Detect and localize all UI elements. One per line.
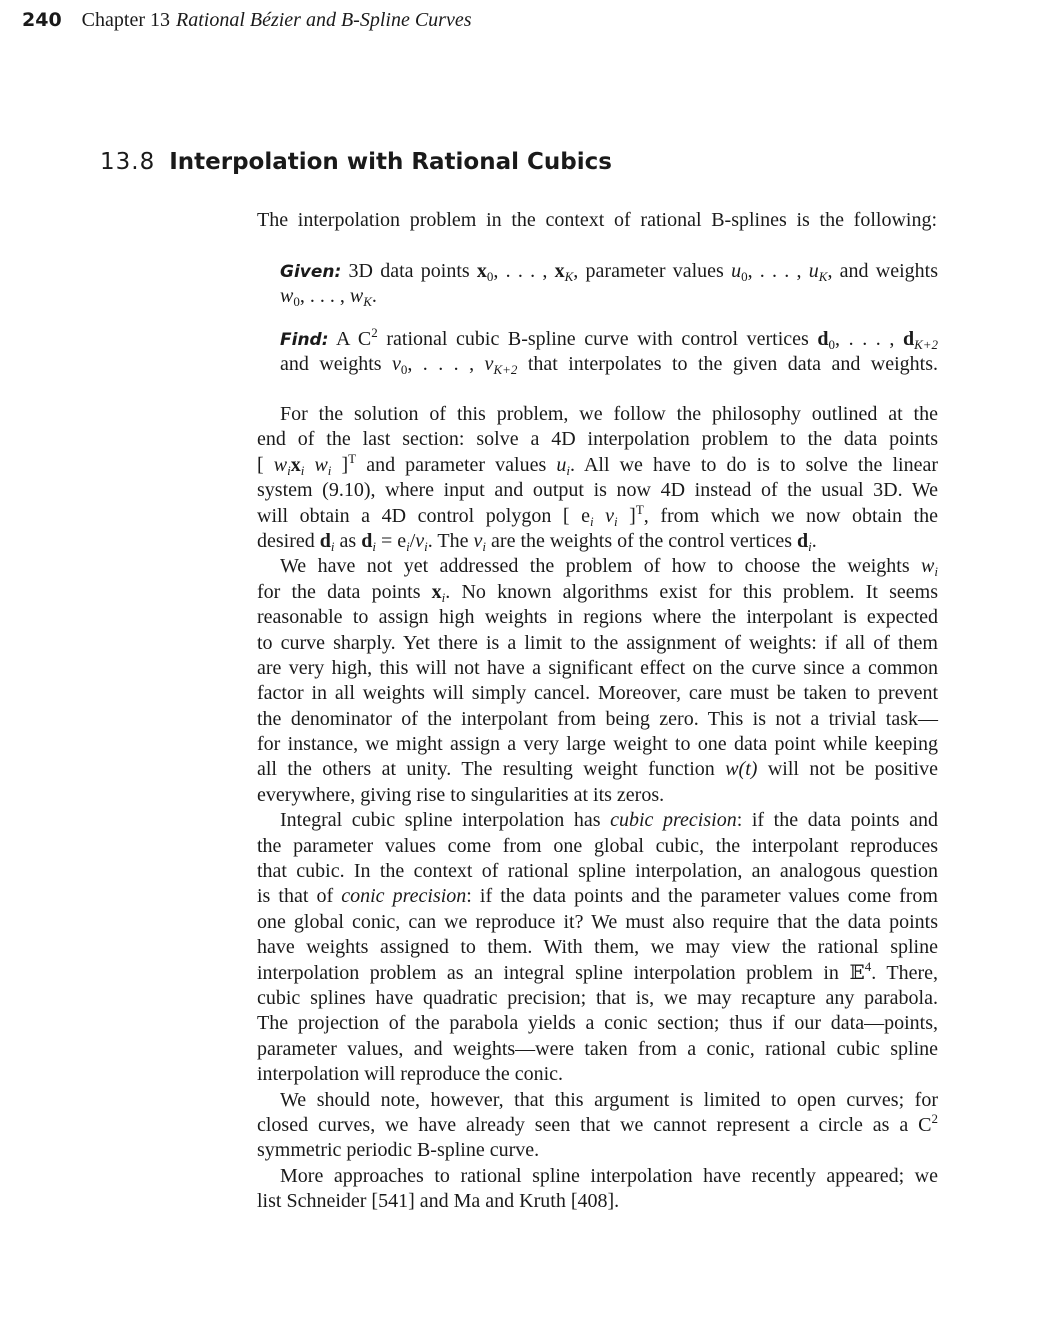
text-run: that cubic. In the context of rational spline interpolation, an analogous question <box>257 860 938 883</box>
math-symbol: v <box>415 529 425 552</box>
text-run: parameter values, and weights—were taken from a conic, rational cubic spline <box>257 1037 938 1060</box>
text-line <box>257 1164 938 1189</box>
text-run: to curve sharply. Yet there is a limit to the assignment of weights: if all of them <box>257 631 938 654</box>
math-symbol: i <box>589 513 594 529</box>
text-line <box>280 259 938 284</box>
page-number: 240 <box>22 9 62 31</box>
text-run: , parameter values <box>573 260 732 282</box>
text-run: symmetric periodic B-spline curve. <box>257 1139 540 1162</box>
text-run: and weights <box>280 353 392 376</box>
text-run: interpolation will reproduce the conic. <box>257 1063 564 1086</box>
math-symbol: w <box>921 555 935 578</box>
given-statement <box>280 259 938 310</box>
text-run: and parameter values <box>356 453 557 476</box>
find-statement <box>280 327 938 378</box>
math-symbol: T <box>348 450 357 466</box>
math-symbol: 0 <box>741 269 748 284</box>
math-symbol: w <box>280 285 294 308</box>
text-line <box>257 1011 938 1036</box>
text-line <box>257 554 938 579</box>
section-heading <box>100 149 612 175</box>
text-run: , from which we now obtain the <box>643 504 938 527</box>
text-line <box>257 681 938 706</box>
text-run: . <box>371 285 377 308</box>
math-symbol: i <box>300 462 305 478</box>
math-symbol: i <box>330 538 335 554</box>
text-run: ] <box>617 504 636 527</box>
math-symbol: K <box>363 294 372 310</box>
text-run: are very high, this will not have a significant effect on the curve since a common <box>257 656 938 679</box>
text-run: : if the data points and the parameter values come from <box>466 885 938 908</box>
math-symbol: 0 <box>293 294 300 310</box>
text-run: We have not yet addressed the problem of how to choose the weights <box>280 555 922 578</box>
math-symbol: i <box>566 462 570 478</box>
text-run: . There, <box>871 961 938 984</box>
text-line <box>257 605 938 630</box>
text-run <box>304 454 314 476</box>
math-symbol: i <box>482 538 487 554</box>
text-line <box>257 1110 938 1138</box>
text-line <box>280 327 938 352</box>
math-symbol: u <box>808 260 819 282</box>
text-run: list Schneider [541] and Ma and Kruth [408]. <box>257 1190 620 1213</box>
math-symbol: i <box>372 538 376 554</box>
text-run: The interpolation problem in the context of rational B-splines is the following: <box>257 209 937 231</box>
math-symbol: d <box>361 529 373 552</box>
text-run: are the weights of the control vertices <box>486 529 798 552</box>
math-symbol: K+2 <box>914 337 939 352</box>
text-line <box>257 859 938 884</box>
math-symbol: i <box>441 589 446 605</box>
text-run: . <box>811 529 817 552</box>
math-symbol: u <box>556 453 567 476</box>
text-line <box>257 450 938 478</box>
text-run: closed curves, we have already seen that we cannot represent a circle as a C <box>257 1113 932 1136</box>
text-run: = e <box>375 529 407 552</box>
text-line <box>257 1189 938 1214</box>
statement-label: Given: <box>280 262 342 282</box>
text-line <box>257 958 938 986</box>
text-line <box>257 478 938 503</box>
text-run: . The <box>427 529 474 552</box>
math-symbol: 2 <box>371 325 378 340</box>
math-symbol: x <box>431 580 442 603</box>
text-line <box>257 935 938 960</box>
section-title: Interpolation with Rational Cubics <box>169 149 612 175</box>
math-symbol: d <box>319 529 331 552</box>
text-line <box>257 1037 938 1062</box>
text-run: : if the data points and <box>736 809 938 832</box>
text-line <box>257 580 938 605</box>
text-line <box>257 986 938 1011</box>
text-run: , . . . , <box>493 260 555 282</box>
chapter-title: Rational Bézier and B-Spline Curves <box>175 9 472 31</box>
math-symbol: v <box>391 353 401 376</box>
text-run: for instance, we might assign a very large weight to one data point while keeping <box>257 733 938 756</box>
text-run: have weights assigned to them. With them, we may view the rational spline <box>257 936 938 959</box>
text-run: will not be positive <box>757 758 938 781</box>
text-line <box>257 1062 938 1087</box>
text-run: that interpolates to the given data and weights. <box>517 353 939 376</box>
running-header <box>22 9 472 32</box>
text-line <box>257 402 938 427</box>
text-run: everywhere, giving rise to singularities at its zeros. <box>257 783 665 806</box>
text-line <box>280 284 938 309</box>
math-symbol: v <box>484 353 494 376</box>
math-symbol: d <box>797 529 809 552</box>
math-symbol: x <box>476 260 487 282</box>
math-symbol: d <box>902 328 915 350</box>
text-run: [ <box>257 453 274 476</box>
text-line <box>257 884 938 909</box>
text-run: one global conic, can we reproduce it? We must also require that the data points <box>257 910 938 933</box>
text-line <box>257 757 938 782</box>
text-line <box>257 910 938 935</box>
math-symbol: 0 <box>828 337 836 352</box>
text-run: , . . . , <box>835 328 903 350</box>
text-line <box>257 501 938 529</box>
math-symbol: conic precision <box>341 885 467 908</box>
text-line <box>280 352 938 377</box>
text-run: end of the last section: solve a 4D interpolation problem to the data points <box>257 428 938 451</box>
math-symbol: w <box>349 285 364 308</box>
math-symbol: i <box>614 513 618 529</box>
math-symbol: T <box>635 501 644 517</box>
text-line <box>257 1088 938 1113</box>
text-run: . All we have to do is to solve the linear <box>569 453 938 476</box>
text-run: A C <box>328 328 372 350</box>
text-line <box>257 208 937 233</box>
text-line <box>257 1138 938 1163</box>
text-run: rational cubic B-spline curve with control vertices <box>377 328 818 350</box>
text-run: will obtain a 4D control polygon [ e <box>257 504 590 527</box>
text-run: factor in all weights will simply cancel. Moreover, care must be taken to prevent <box>257 682 938 705</box>
math-symbol: K+2 <box>493 362 518 378</box>
math-symbol: w <box>273 453 288 476</box>
text-run: , . . . , <box>407 353 485 376</box>
text-run: all the others at unity. The resulting weight function <box>257 758 726 781</box>
text-line <box>257 732 938 757</box>
intro-paragraph <box>257 208 937 233</box>
text-run: The projection of the parabola yields a conic section; thus if our data—points, <box>257 1012 938 1035</box>
math-symbol: i <box>406 538 410 554</box>
text-line <box>257 783 938 808</box>
math-symbol: i <box>424 538 428 554</box>
text-run: ] <box>331 453 349 476</box>
text-run <box>594 505 606 527</box>
math-symbol: x <box>554 260 565 282</box>
text-run: , . . . , <box>747 260 809 282</box>
text-run: as <box>334 529 362 552</box>
text-run: reasonable to assign high weights in regions where the interpolant is expected <box>257 606 938 629</box>
math-symbol: 0 <box>486 269 494 284</box>
text-run: the denominator of the interpolant from being zero. This is not a trivial task— <box>257 707 938 730</box>
math-symbol: i <box>934 564 938 580</box>
text-run: More approaches to rational spline interpolation have recently appeared; we <box>280 1164 938 1187</box>
math-symbol: v <box>605 504 615 527</box>
math-symbol: K <box>818 269 828 284</box>
math-symbol: 2 <box>931 1110 938 1126</box>
math-symbol: cubic precision <box>610 809 737 832</box>
text-line <box>257 834 938 859</box>
text-run: system (9.10), where input and output is now 4D instead of the usual 3D. We <box>257 479 938 502</box>
math-symbol: i <box>327 462 332 478</box>
math-symbol: w(t) <box>725 758 758 781</box>
body-text <box>257 402 938 1215</box>
text-run: / <box>409 529 416 552</box>
math-symbol: u <box>731 260 742 282</box>
math-symbol: w <box>314 453 328 476</box>
math-symbol: x <box>290 453 301 476</box>
text-run: Integral cubic spline interpolation has <box>280 809 611 832</box>
math-symbol: i <box>287 462 291 478</box>
text-line <box>257 656 938 681</box>
text-run: , and weights <box>827 260 939 282</box>
text-line <box>257 631 938 656</box>
text-run: the parameter values come from one global cubic, the interpolant reproduces <box>257 834 938 857</box>
text-run: For the solution of this problem, we follow the philosophy outlined at the <box>280 403 938 425</box>
text-line <box>257 427 938 452</box>
statement-label: Find: <box>280 330 329 350</box>
text-line <box>257 808 938 833</box>
text-run: interpolation problem as an integral spline interpolation problem in 𝔼 <box>257 961 865 984</box>
text-run: desired <box>257 529 320 552</box>
text-run: We should note, however, that this argument is limited to open curves; for <box>280 1088 938 1111</box>
text-run: 3D data points <box>341 260 477 282</box>
math-symbol: 4 <box>864 958 872 974</box>
text-run: . No known algorithms exist for this problem. It seems <box>445 580 938 603</box>
math-symbol: K <box>564 269 574 284</box>
text-run: is that of <box>257 885 342 908</box>
math-symbol: i <box>808 538 812 554</box>
math-symbol: 0 <box>400 362 408 378</box>
text-line <box>257 707 938 732</box>
chapter-label: Chapter 13 <box>81 9 170 31</box>
text-line <box>257 529 938 554</box>
math-symbol: v <box>473 529 483 552</box>
text-run: cubic splines have quadratic precision; that is, we may recapture any parabola. <box>257 986 938 1009</box>
section-number: 13.8 <box>100 149 156 175</box>
text-run: , . . . , <box>299 285 350 308</box>
text-run: for the data points <box>257 580 432 603</box>
math-symbol: d <box>817 328 829 350</box>
